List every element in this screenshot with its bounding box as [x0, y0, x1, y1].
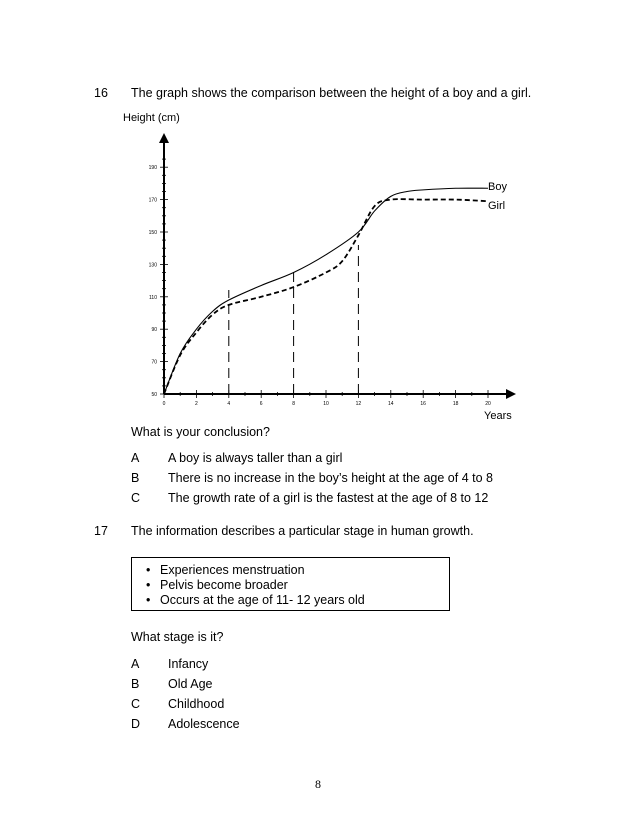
y-tick-label: 110 [149, 294, 157, 301]
q17-option-c-text: Childhood [168, 697, 225, 711]
legend-boy-label: Boy [488, 181, 507, 193]
q16-number: 16 [94, 86, 108, 100]
q16-prompt: What is your conclusion? [131, 425, 270, 439]
q17-option-b-letter: B [131, 677, 140, 691]
series-line-boy [164, 188, 488, 394]
info-bullet-item: • Occurs at the age of 11- 12 years old [146, 593, 365, 607]
y-tick-label: 50 [151, 392, 157, 398]
chart-x-axis-label: Years [484, 410, 512, 422]
x-tick-label: 4 [227, 401, 231, 407]
x-axis-arrowhead [506, 389, 516, 399]
info-bullet-item: • Experiences menstruation [146, 563, 305, 577]
q16-option-a-letter: A [131, 451, 140, 465]
q17-info-box [131, 557, 450, 611]
x-tick-label: 2 [195, 401, 198, 407]
q16-option-b-letter: B [131, 471, 140, 485]
y-tick-label: 90 [151, 327, 157, 334]
q17-option-c-letter: C [131, 697, 141, 711]
q17-question-text: The information describes a particular stage in human growth. [131, 524, 474, 538]
x-tick-label: 20 [485, 401, 491, 407]
q17-option-d-text: Adolescence [168, 717, 240, 731]
y-tick-label: 150 [148, 230, 157, 236]
q17-option-a-letter: A [131, 657, 140, 671]
y-tick-label: 130 [148, 262, 157, 269]
x-tick-label: 0 [162, 401, 166, 407]
x-tick-label: 12 [355, 401, 362, 407]
q17-option-d-letter: D [131, 717, 141, 731]
y-tick-label: 170 [148, 197, 157, 204]
y-axis-arrowhead [159, 133, 169, 143]
q17-option-b-text: Old Age [168, 677, 213, 691]
x-tick-label: 6 [259, 401, 263, 407]
y-tick-label: 190 [148, 165, 157, 172]
series-line-girl [164, 199, 488, 394]
x-tick-label: 18 [452, 401, 459, 407]
page-number: 8 [315, 777, 321, 791]
x-tick-label: 14 [388, 401, 394, 407]
chart-y-axis-label: Height (cm) [123, 112, 180, 124]
q16-question-text: The graph shows the comparison between the height of a boy and a girl. [131, 86, 532, 100]
q16-option-c-text: The growth rate of a girl is the fastest at the age of 8 to 12 [168, 491, 489, 505]
q16-option-c-letter: C [131, 491, 141, 505]
x-tick-label: 16 [420, 401, 426, 407]
x-tick-label: 10 [323, 401, 329, 407]
legend-girl-label: Girl [488, 200, 506, 212]
q16-option-b-text: There is no increase in the boy’s height at the age of 4 to 8 [168, 471, 493, 485]
q16-option-a-text: A boy is always taller than a girl [168, 451, 343, 465]
q17-number: 17 [94, 524, 108, 538]
x-tick-label: 8 [292, 401, 295, 407]
y-tick-label: 70 [151, 359, 157, 366]
q17-option-a-text: Infancy [168, 657, 209, 671]
info-bullet-item: • Pelvis become broader [146, 578, 288, 592]
q17-prompt: What stage is it? [131, 630, 224, 644]
